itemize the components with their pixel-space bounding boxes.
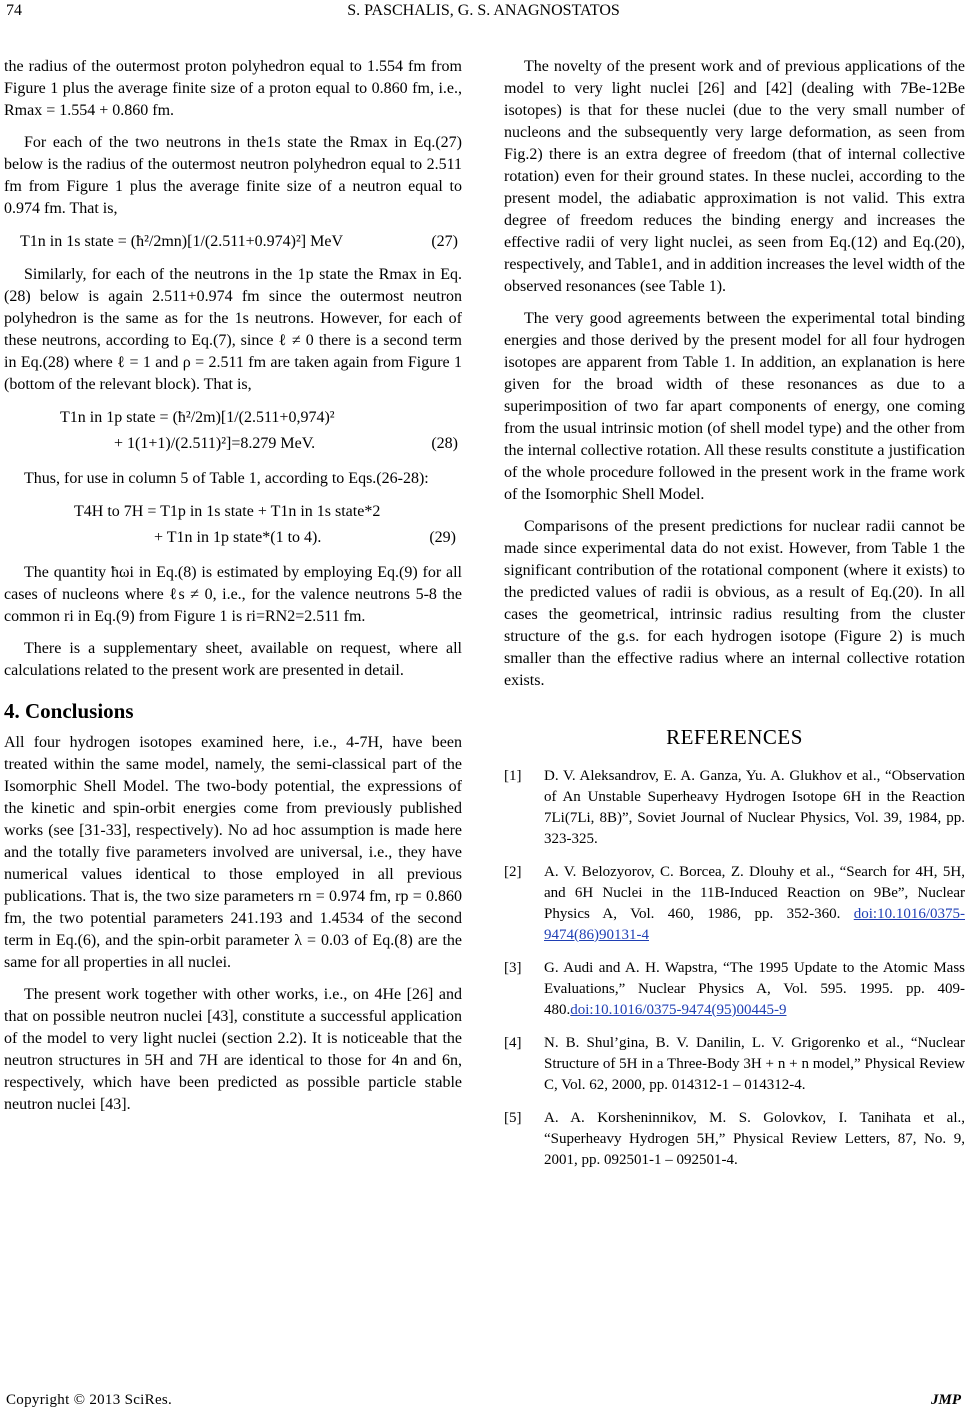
equation-number: (28) (431, 435, 458, 452)
paragraph: The present work together with other works, i.e., on 4He [26] and that on possible neutron nuclei [43], constitute a successful application of the model to very light nuclei (section 2.2). It is noticeable that the neutron structures in 5H and 7H are identical to those for 4n and 6n, respectively, which have been predicted as possible particle stable neutron nuclei [43]. (4, 986, 462, 1113)
reference-item (504, 1033, 965, 1096)
reference-number: [3] (504, 960, 522, 976)
reference-text: N. B. Shul’gina, B. V. Danilin, L. V. Grigorenko et al., “Nuclear Structure of 5H in a Three-Body 3H + n + n model,” Physical Review C, Vol. 62, 2000, pp. 014312-1 – 014312-4. (544, 1035, 965, 1093)
paragraph: The quantity ħωi in Eq.(8) is estimated by employing Eq.(9) for all cases of nucleons where ℓs ≠ 0, i.e., for the valence neutrons 5-8 the common ri in Eq.(9) from Figure 1 is ri=RN2=2.511 fm. (4, 564, 462, 625)
equation-text: T1n in 1s state = (ħ²/2mn)[1/(2.511+0.974)²] MeV (20, 233, 343, 250)
reference-item (504, 862, 965, 946)
reference-item (504, 1108, 965, 1171)
reference-number: [5] (504, 1110, 522, 1126)
equation-29 (4, 500, 462, 552)
equation-number: (27) (431, 233, 458, 250)
equation-text: T4H to 7H = T1p in 1s state + T1n in 1s state*2 (74, 503, 381, 520)
reference-item (504, 958, 965, 1021)
reference-body (544, 958, 965, 1021)
equation-text: + T1n in 1p state*(1 to 4). (154, 529, 322, 546)
paragraph: There is a supplementary sheet, available on request, where all calculations related to the present work are presented in detail. (4, 640, 462, 679)
reference-list (504, 766, 965, 1171)
paragraph: All four hydrogen isotopes examined here, i.e., 4-7H, have been treated within the same model, namely, the semi-classical part of the Isomorphic Shell Model. The two-body potential, the expressions of the kinetic and spin-orbit energies come from previously published works (see [31-33], respectively). No ad hoc assumption is made here and the totally five parameters involved are universal, i.e., they have numerical values identical to those employed in all previous publications. That is, the two size parameters rn = 0.974 fm, rp = 0.860 fm, the two potential parameters 241.193 and 1.4534 of the second term in Eq.(6), and the spin-orbit parameter λ = 0.03 of Eq.(8) are the same for all properties in all nuclei. (4, 734, 462, 971)
paragraph: The novelty of the present work and of previous applications of the model to very light nuclei [26] and [42] (dealing with 7Be-12Be isotopes) is that for these nuclei (due to the very small number of nucleons and the subsequently very large deformation, as seen from Fig.2) there is an extra degree of freedom (that of internal collective rotation) even for their ground states. In these nuclei, according to the present model, the adiabatic approximation is not valid. This extra degree of freedom reduces the binding energy and increases the effective radii of very light nuclei, as seen from Eq.(12) and Eq.(20), respectively, and Table1, and in addition increases the level width of the observed resonances (see Table 1). (504, 58, 965, 295)
references-title: REFERENCES (666, 725, 803, 749)
reference-item (504, 766, 965, 850)
right-column (504, 56, 965, 1183)
paragraph: the radius of the outermost proton polyhedron equal to 1.554 fm from Figure 1 plus the average finite size of a proton equal to 0.860 fm, i.e., Rmax = 1.554 + 0.860 fm. (4, 58, 462, 119)
reference-text: A. A. Korsheninnikov, M. S. Golovkov, I. Tanihata et al., “Superheavy Hydrogen 5H,” Physical Review Letters, 87, No. 9, 2001, pp. 092501-1 – 092501-4. (544, 1110, 965, 1168)
reference-number: [1] (504, 768, 522, 784)
paragraph: Thus, for use in column 5 of Table 1, according to Eqs.(26-28): (24, 470, 429, 487)
paragraph: Similarly, for each of the neutrons in the 1p state the Rmax in Eq.(28) below is again 2.511+0.974 fm since the outermost neutron polyhedron is the same as for the 1s neutrons. However, for each of these neutrons, according to Eq.(7), since ℓ ≠ 0 there is a second term in Eq.(28) where ℓ = 1 and ρ = 2.511 fm are taken again from Figure 1 (bottom of the relevant block). That is, (4, 266, 462, 393)
equation-28 (4, 406, 462, 458)
reference-text: D. V. Aleksandrov, E. A. Ganza, Yu. A. Glukhov et al., “Observation of An Unstable Superheavy Hydrogen Isotope 6H in the Reaction 7Li(7Li, 8B)”, Soviet Journal of Nuclear Physics, Vol. 39, 1984, pp. 323-325. (544, 768, 965, 847)
equation-text: T1n in 1p state = (ħ²/2m)[1/(2.511+0,974)² (60, 409, 335, 426)
equation-27 (4, 230, 462, 254)
reference-number: [2] (504, 864, 522, 880)
left-column (4, 56, 462, 1126)
page-number: 74 (6, 2, 22, 19)
section-title: 4. Conclusions (4, 699, 134, 723)
paragraph: Comparisons of the present predictions for nuclear radii cannot be made since experimental data do not exist. However, from Table 1 the significant contribution of the rotational component (where it exists) to the predicted values of radii is obvious, as a result of Eq.(20). In all cases the geometrical, intrinsic radius resulting from the cluster structure of the g.s. for each hydrogen isotope (Figure 2) is much smaller than the effective radius where an internal collective rotation exists. (504, 518, 965, 689)
paragraph: For each of the two neutrons in the1s state the Rmax in Eq.(27) below is the radius of the outermost neutron polyhedron equal to 2.511 fm from Figure 1 plus the average finite size of a neutron equal to 0.974 fm. That is, (4, 134, 462, 217)
footer-copyright: Copyright © 2013 SciRes. (6, 1392, 173, 1408)
doi-link[interactable]: doi:10.1016/0375-9474(95)00445-9 (570, 1002, 787, 1018)
doi-link[interactable]: doi:10.1016/0375-9474(86)90131-4 (544, 906, 965, 943)
reference-number: [4] (504, 1035, 522, 1051)
reference-text: A. V. Belozyorov, C. Borcea, Z. Dlouhy et al., “Search for 4H, 5H, and 6H Nuclei in the 11B-Induced Reaction on 9Be”, Nuclear Physics A, Vol. 460, 1986, pp. 352-360. (544, 864, 965, 922)
paragraph: The very good agreements between the experimental total binding energies and those derived by the present model for all four hydrogen isotopes are apparent from Table 1. In addition, an explanation is here given for the broad width of these resonances as due to a superimposition of two far apart components of energy, one coming from the usual intrinsic motion (of shell model type) and the other from the internal collective rotation. All these results constitute a justification of the whole procedure followed in the present work in the frame work of the Isomorphic Shell Model. (504, 310, 965, 503)
reference-body (544, 862, 965, 946)
running-header-authors: S. PASCHALIS, G. S. ANAGNOSTATOS (347, 2, 620, 19)
equation-text: + 1(1+1)/(2.511)²]=8.279 MeV. (114, 435, 316, 452)
reference-text: G. Audi and A. H. Wapstra, “The 1995 Update to the Atomic Mass Evaluations,” Nuclear Physics A, Vol. 595. 1995. pp. 409-480. (544, 960, 965, 1018)
equation-number: (29) (429, 529, 456, 546)
footer-journal: JMP (931, 1392, 961, 1408)
